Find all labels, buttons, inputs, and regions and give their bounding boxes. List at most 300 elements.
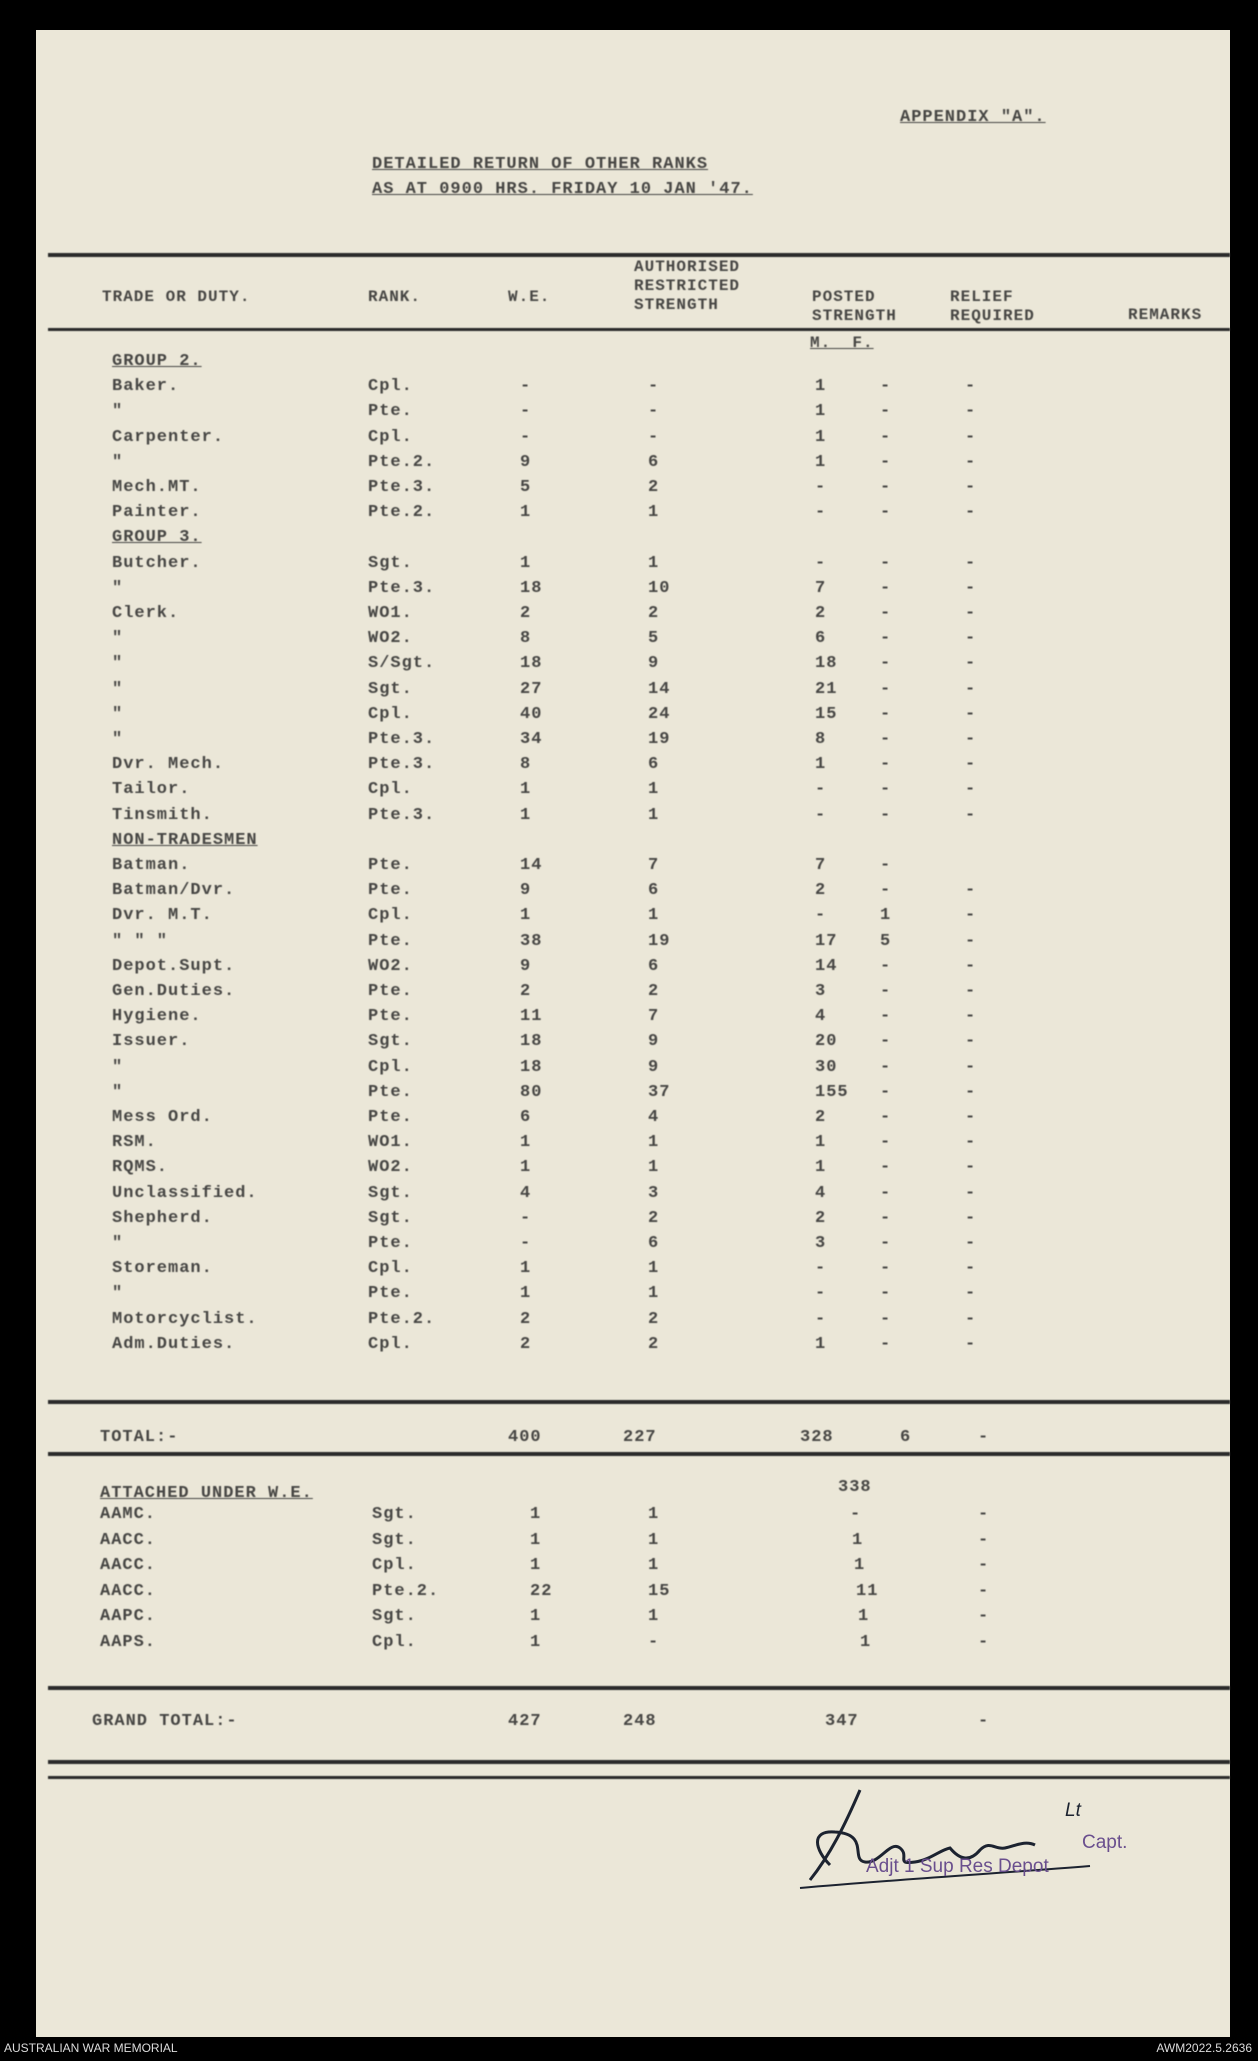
cell-trade: Painter.: [112, 503, 202, 523]
cell-auth: 19: [648, 730, 671, 749]
total-we: 400: [508, 1428, 542, 1447]
cell-we: -: [520, 377, 532, 397]
cell-m: 7: [815, 578, 827, 598]
cell-m: 1: [815, 452, 827, 472]
cell-we: 1: [530, 1505, 542, 1524]
cell-f: -: [880, 1284, 892, 1304]
cell-relief: -: [978, 1505, 990, 1524]
cell-auth: 3: [648, 1183, 660, 1203]
cell-f: -: [880, 553, 892, 573]
cell-trade: ": [112, 578, 124, 598]
cell-rank: Pte.2.: [372, 1581, 440, 1601]
cell-relief: -: [965, 1032, 977, 1052]
cell-trade: Dvr. M.T.: [112, 906, 213, 926]
cell-trade: Tailor.: [112, 780, 191, 800]
cell-we: 40: [520, 704, 543, 724]
cell-rank: Pte.: [368, 1108, 413, 1127]
cell-m: 1: [815, 1158, 827, 1178]
cell-auth: 2: [648, 982, 660, 1001]
cell-rank: Cpl.: [368, 377, 413, 397]
cell-trade: Clerk.: [112, 604, 180, 623]
cell-rank: Pte.: [368, 931, 413, 951]
cell-trade: Hygiene.: [112, 1007, 202, 1027]
appendix-label: APPENDIX "A".: [900, 108, 1046, 127]
cell-trade: AAMC.: [100, 1505, 157, 1524]
grand-total-relief: -: [978, 1712, 990, 1731]
cell-trade: Mech.MT.: [112, 478, 202, 497]
title-line-1: DETAILED RETURN OF OTHER RANKS: [372, 155, 709, 174]
cell-auth: 2: [648, 478, 660, 497]
header-we: W.E.: [508, 288, 551, 306]
cell-relief: -: [965, 780, 977, 800]
cell-auth: -: [648, 377, 660, 397]
cell-relief: -: [965, 427, 977, 447]
total-rule-top: [48, 1400, 1230, 1404]
cell-f: -: [880, 604, 892, 623]
cell-m: 1: [815, 755, 827, 775]
cell-trade: Depot.Supt.: [112, 956, 236, 976]
cell-relief: -: [965, 805, 977, 825]
cell-trade: NON-TRADESMEN: [112, 830, 258, 850]
cell-we: 9: [520, 452, 532, 472]
cell-we: 1: [530, 1632, 542, 1652]
cell-f: -: [880, 956, 892, 976]
cell-auth: 7: [648, 1007, 660, 1027]
cell-m: 20: [815, 1032, 838, 1052]
cell-relief: -: [965, 755, 977, 775]
cell-we: 6: [520, 1108, 532, 1127]
cell-relief: -: [965, 906, 977, 926]
cell-rank: Sgt.: [372, 1530, 417, 1550]
cell-relief: -: [965, 654, 977, 674]
cell-f: -: [880, 377, 892, 397]
cell-f: -: [880, 654, 892, 674]
cell-f: -: [880, 503, 892, 523]
cell-rank: Pte.2.: [368, 1309, 436, 1329]
cell-auth: 1: [648, 1607, 660, 1626]
cell-f: -: [880, 1057, 892, 1077]
cell-auth: -: [648, 1632, 660, 1652]
cell-trade: Adm.Duties.: [112, 1334, 236, 1354]
cell-auth: 1: [648, 1284, 660, 1304]
cell-m: 1: [858, 1607, 870, 1626]
cell-we: 2: [520, 604, 532, 623]
cell-f: -: [880, 1309, 892, 1329]
cell-m: 2: [815, 881, 827, 901]
cell-auth: 9: [648, 1057, 660, 1077]
cell-auth: 4: [648, 1108, 660, 1127]
cell-m: -: [815, 906, 827, 926]
cell-trade: ": [112, 1082, 124, 1102]
cell-auth: 1: [648, 1505, 660, 1524]
cell-trade: Shepherd.: [112, 1208, 213, 1228]
cell-we: 1: [520, 553, 532, 573]
cell-auth: 1: [648, 1133, 660, 1153]
title-line-2: AS AT 0900 HRS. FRIDAY 10 JAN '47.: [372, 180, 753, 199]
grand-total-we: 427: [508, 1712, 542, 1731]
cell-m: -: [815, 1259, 827, 1279]
header-relief: RELIEF REQUIRED: [950, 288, 1035, 325]
grand-rule-bottom-1: [48, 1760, 1230, 1764]
cell-trade: Unclassified.: [112, 1183, 258, 1203]
cell-m: 1: [854, 1556, 866, 1575]
cell-we: 1: [520, 503, 532, 523]
cell-relief: -: [965, 1007, 977, 1027]
attached-label: ATTACHED UNDER W.E.: [100, 1484, 313, 1503]
cell-relief: -: [978, 1581, 990, 1601]
cell-rank: Pte.: [368, 881, 413, 901]
cell-we: 18: [520, 654, 543, 674]
signature: [790, 1770, 1120, 1900]
cell-rank: Cpl.: [372, 1556, 417, 1575]
cell-m: -: [815, 780, 827, 800]
cell-rank: WO2.: [368, 629, 413, 649]
cell-trade: ": [112, 704, 124, 724]
cell-trade: Issuer.: [112, 1032, 191, 1052]
cell-trade: AAPS.: [100, 1632, 157, 1652]
cell-relief: -: [965, 931, 977, 951]
cell-relief: -: [965, 604, 977, 623]
cell-we: 1: [530, 1607, 542, 1626]
header-rule-bottom: [48, 328, 1230, 331]
cell-f: -: [880, 629, 892, 649]
cell-auth: 2: [648, 604, 660, 623]
cell-we: 5: [520, 478, 532, 497]
cell-m: 3: [815, 982, 827, 1001]
cell-we: 1: [520, 1158, 532, 1178]
total-m: 328: [800, 1428, 834, 1447]
cell-rank: Cpl.: [368, 704, 413, 724]
cell-we: 9: [520, 956, 532, 976]
cell-trade: Carpenter.: [112, 427, 225, 447]
cell-m: -: [815, 478, 827, 497]
cell-f: -: [880, 1183, 892, 1203]
cell-m: 2: [815, 604, 827, 623]
cell-relief: -: [965, 478, 977, 497]
footer-left: AUSTRALIAN WAR MEMORIAL: [4, 2041, 178, 2055]
cell-rank: Pte.: [368, 1234, 413, 1253]
cell-we: -: [520, 1234, 532, 1253]
document-page: [36, 30, 1230, 2037]
cell-auth: 15: [648, 1581, 671, 1601]
cell-f: -: [880, 730, 892, 749]
cell-f: -: [880, 704, 892, 724]
cell-we: 8: [520, 629, 532, 649]
cell-rank: Sgt.: [372, 1607, 417, 1626]
cell-f: -: [880, 982, 892, 1001]
cell-f: 1: [880, 906, 892, 926]
cell-f: -: [880, 578, 892, 598]
cell-trade: Batman/Dvr.: [112, 881, 236, 901]
cell-relief: -: [965, 629, 977, 649]
cell-trade: Motorcyclist.: [112, 1309, 258, 1329]
cell-trade: AACC.: [100, 1530, 157, 1550]
cell-rank: Cpl.: [368, 427, 413, 447]
cell-trade: ": [112, 1234, 124, 1253]
footer-right: AWM2022.5.2636: [1156, 2041, 1252, 2055]
cell-m: 3: [815, 1234, 827, 1253]
cell-rank: Pte.2.: [368, 503, 436, 523]
signature-suffix: Lt: [1065, 1800, 1081, 1821]
cell-rank: Pte.: [368, 982, 413, 1001]
header-auth: AUTHORISED RESTRICTED STRENGTH: [634, 258, 741, 314]
cell-relief: -: [965, 1208, 977, 1228]
cell-trade: AAPC.: [100, 1607, 157, 1626]
cell-m: 155: [815, 1082, 849, 1102]
header-posted-mf: M. F.: [810, 334, 874, 352]
cell-rank: Pte.3.: [368, 755, 436, 775]
cell-rank: Sgt.: [368, 1032, 413, 1052]
cell-trade: AACC.: [100, 1581, 157, 1601]
cell-f: -: [880, 780, 892, 800]
cell-auth: 14: [648, 679, 671, 699]
cell-trade: ": [112, 730, 124, 749]
cell-trade: Dvr. Mech.: [112, 755, 225, 775]
cell-rank: S/Sgt.: [368, 654, 436, 674]
cell-we: 80: [520, 1082, 543, 1102]
cell-trade: ": [112, 679, 124, 699]
header-rank: RANK.: [368, 288, 422, 306]
cell-relief: -: [965, 377, 977, 397]
header-rule-top: [48, 253, 1230, 257]
cell-relief: -: [965, 982, 977, 1001]
cell-auth: 9: [648, 1032, 660, 1052]
cell-relief: -: [965, 1334, 977, 1354]
cell-relief: -: [965, 1259, 977, 1279]
cell-we: 22: [530, 1581, 553, 1601]
cell-rank: WO1.: [368, 1133, 413, 1153]
cell-rank: Sgt.: [368, 679, 413, 699]
cell-f: -: [880, 1032, 892, 1052]
cell-rank: Pte.3.: [368, 478, 436, 497]
cell-relief: -: [965, 1108, 977, 1127]
cell-trade: ": [112, 1057, 124, 1077]
cell-trade: GROUP 3.: [112, 528, 202, 548]
cell-rank: Pte.3.: [368, 730, 436, 749]
cell-f: -: [880, 427, 892, 447]
cell-rank: Pte.: [368, 1284, 413, 1304]
cell-trade: ": [112, 452, 124, 472]
cell-m: -: [850, 1505, 862, 1524]
cell-rank: Sgt.: [368, 1208, 413, 1228]
cell-rank: Pte.3.: [368, 578, 436, 598]
cell-f: -: [880, 1259, 892, 1279]
grand-rule-top: [48, 1686, 1230, 1690]
grand-total-auth: 248: [623, 1712, 657, 1731]
cell-relief: -: [965, 730, 977, 749]
cell-m: 1: [815, 1334, 827, 1354]
cell-we: 8: [520, 755, 532, 775]
cell-relief: -: [965, 402, 977, 422]
total-auth: 227: [623, 1428, 657, 1447]
cell-auth: -: [648, 427, 660, 447]
cell-rank: Cpl.: [368, 1057, 413, 1077]
cell-rank: Pte.: [368, 856, 413, 875]
cell-rank: Cpl.: [372, 1632, 417, 1652]
cell-auth: 6: [648, 452, 660, 472]
cell-rank: Pte.: [368, 1082, 413, 1102]
cell-rank: WO2.: [368, 956, 413, 976]
cell-trade: AACC.: [100, 1556, 157, 1575]
cell-auth: -: [648, 402, 660, 422]
cell-m: 30: [815, 1057, 838, 1077]
total-relief: -: [978, 1428, 990, 1447]
cell-we: 14: [520, 856, 543, 875]
cell-relief: -: [965, 1183, 977, 1203]
cell-trade: ": [112, 402, 124, 422]
cell-auth: 2: [648, 1334, 660, 1354]
total-label: TOTAL:-: [100, 1428, 179, 1447]
cell-auth: 1: [648, 1259, 660, 1279]
cell-m: -: [815, 1309, 827, 1329]
cell-relief: -: [965, 578, 977, 598]
cell-trade: RSM.: [112, 1133, 157, 1153]
cell-rank: Cpl.: [368, 1259, 413, 1279]
cell-rank: Cpl.: [368, 906, 413, 926]
cell-rank: Sgt.: [372, 1505, 417, 1524]
cell-we: 18: [520, 1057, 543, 1077]
cell-rank: WO2.: [368, 1158, 413, 1178]
cell-auth: 1: [648, 1158, 660, 1178]
cell-auth: 6: [648, 956, 660, 976]
cell-trade: ": [112, 1284, 124, 1304]
cell-f: -: [880, 1158, 892, 1178]
cell-m: 1: [815, 402, 827, 422]
cell-relief: -: [978, 1607, 990, 1626]
cell-rank: Pte.: [368, 402, 413, 422]
cell-we: 38: [520, 931, 543, 951]
cell-m: -: [815, 805, 827, 825]
cell-relief: -: [965, 881, 977, 901]
cell-f: -: [880, 478, 892, 497]
cell-rank: WO1.: [368, 604, 413, 623]
signature-rank: Capt.: [1082, 1832, 1128, 1853]
cell-relief: -: [978, 1556, 990, 1575]
cell-m: -: [815, 553, 827, 573]
cell-we: 18: [520, 1032, 543, 1052]
cell-trade: Storeman.: [112, 1259, 213, 1279]
cell-m: 1: [815, 1133, 827, 1153]
total-f: 6: [900, 1428, 912, 1447]
cell-m: 2: [815, 1208, 827, 1228]
cell-m: 2: [815, 1108, 827, 1127]
cell-relief: -: [965, 1234, 977, 1253]
cell-trade: RQMS.: [112, 1158, 169, 1178]
cell-relief: -: [965, 1309, 977, 1329]
cell-f: -: [880, 1082, 892, 1102]
cell-f: -: [880, 1108, 892, 1127]
cell-relief: -: [965, 553, 977, 573]
cell-we: 1: [530, 1556, 542, 1575]
cell-relief: -: [965, 956, 977, 976]
cell-auth: 6: [648, 755, 660, 775]
cell-we: 18: [520, 578, 543, 598]
cell-auth: 6: [648, 881, 660, 901]
cell-we: -: [520, 427, 532, 447]
cell-m: 4: [815, 1007, 827, 1027]
cell-we: -: [520, 402, 532, 422]
cell-m: 7: [815, 856, 827, 875]
cell-we: 9: [520, 881, 532, 901]
cell-m: -: [815, 1284, 827, 1304]
cell-m: 1: [815, 377, 827, 397]
cell-trade: ": [112, 629, 124, 649]
cell-relief: -: [965, 704, 977, 724]
cell-rank: Pte.: [368, 1007, 413, 1027]
cell-m: 1: [852, 1530, 864, 1550]
cell-we: 1: [520, 1259, 532, 1279]
cell-m: 15: [815, 704, 838, 724]
cell-f: -: [880, 881, 892, 901]
header-posted: POSTED STRENGTH: [812, 288, 897, 325]
cell-f: -: [880, 679, 892, 699]
cell-m: 18: [815, 654, 838, 674]
cell-rank: Sgt.: [368, 553, 413, 573]
cell-we: 1: [520, 1284, 532, 1304]
cell-we: 2: [520, 982, 532, 1001]
cell-f: -: [880, 1334, 892, 1354]
cell-we: 34: [520, 730, 543, 749]
cell-we: -: [520, 1208, 532, 1228]
cell-auth: 24: [648, 704, 671, 724]
cell-f: -: [880, 805, 892, 825]
cell-rank: Pte.2.: [368, 452, 436, 472]
grand-total-label: GRAND TOTAL:-: [92, 1712, 238, 1731]
adjutant-stamp: Adjt 1 Sup Res Depot: [866, 1856, 1049, 1877]
cell-m: 11: [856, 1581, 879, 1601]
cell-we: 2: [520, 1334, 532, 1354]
cell-we: 1: [520, 805, 532, 825]
cell-auth: 1: [648, 906, 660, 926]
cell-f: -: [880, 1208, 892, 1228]
header-remarks: REMARKS: [1128, 306, 1203, 324]
cell-m: 8: [815, 730, 827, 749]
cell-relief: -: [965, 452, 977, 472]
cell-auth: 1: [648, 553, 660, 573]
cell-auth: 1: [648, 805, 660, 825]
cell-we: 1: [520, 780, 532, 800]
cell-trade: " " ": [112, 931, 169, 951]
cell-rank: Sgt.: [368, 1183, 413, 1203]
cell-trade: Gen.Duties.: [112, 982, 236, 1001]
cell-relief: -: [965, 1133, 977, 1153]
cell-auth: 1: [648, 1530, 660, 1550]
cell-relief: -: [978, 1530, 990, 1550]
cell-auth: 9: [648, 654, 660, 674]
cell-auth: 1: [648, 780, 660, 800]
cell-we: 1: [530, 1530, 542, 1550]
cell-f: 5: [880, 931, 892, 951]
cell-we: 4: [520, 1183, 532, 1203]
cell-trade: ": [112, 654, 124, 674]
cell-auth: 1: [648, 503, 660, 523]
cell-auth: 5: [648, 629, 660, 649]
cell-rank: Cpl.: [368, 780, 413, 800]
cell-auth: 10: [648, 578, 671, 598]
cell-f: -: [880, 452, 892, 472]
cell-auth: 2: [648, 1208, 660, 1228]
cell-we: 27: [520, 679, 543, 699]
cell-trade: GROUP 2.: [112, 352, 202, 371]
header-trade: TRADE OR DUTY.: [102, 288, 251, 306]
cell-relief: -: [965, 1082, 977, 1102]
cell-rank: Pte.3.: [368, 805, 436, 825]
cell-we: 1: [520, 906, 532, 926]
cell-m: 17: [815, 931, 838, 951]
cell-relief: -: [965, 1158, 977, 1178]
cell-f: -: [880, 1234, 892, 1253]
attached-sum: 338: [838, 1478, 872, 1497]
